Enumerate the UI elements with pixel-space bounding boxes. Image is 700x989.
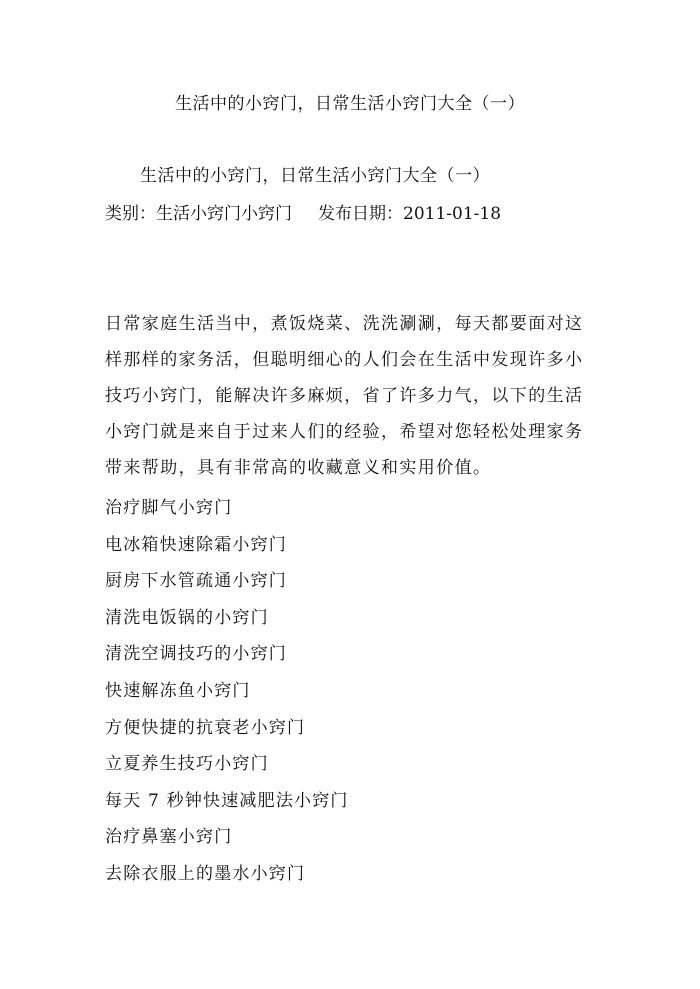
topic-item: 电冰箱快速除霜小窍门 (105, 534, 287, 555)
article-meta (105, 202, 501, 226)
category-label: 类别：生活小窍门小窍门 (105, 204, 292, 224)
topic-item: 快速解冻鱼小窍门 (105, 680, 251, 701)
article-title: 生活中的小窍门，日常生活小窍门大全（一） (140, 166, 490, 186)
topic-list (105, 490, 349, 893)
topic-item: 清洗电饭锅的小窍门 (105, 607, 269, 628)
intro-line: 小窍门就是来自于过来人们的经验，希望对您轻松处理家务 (105, 422, 584, 442)
document-title: 生活中的小窍门，日常生活小窍门大全（一） (175, 94, 525, 114)
topic-item: 方便快捷的抗衰老小窍门 (105, 717, 306, 738)
topic-item: 治疗鼻塞小窍门 (105, 827, 233, 848)
intro-line: 技巧小窍门，能解决许多麻烦，省了许多力气，以下的生活 (105, 386, 584, 406)
topic-item: 治疗脚气小窍门 (105, 498, 233, 518)
topic-item: 每天 7 秒钟快速减肥法小窍门 (105, 790, 349, 811)
topic-item: 厨房下水管疏通小窍门 (105, 571, 287, 592)
intro-line: 日常家庭生活当中，煮饭烧菜、洗洗涮涮，每天都要面对这 (105, 314, 584, 334)
intro-line: 样那样的家务活，但聪明细心的人们会在生活中发现许多小 (105, 350, 584, 370)
topic-item: 立夏养生技巧小窍门 (105, 754, 269, 775)
publish-date: 发布日期：2011-01-18 (318, 204, 502, 224)
intro-line: 带来帮助，具有非常高的收藏意义和实用价值。 (105, 458, 492, 478)
topic-item: 清洗空调技巧的小窍门 (105, 644, 287, 665)
topic-item: 去除衣服上的墨水小窍门 (105, 863, 306, 884)
intro-paragraph (105, 306, 605, 486)
